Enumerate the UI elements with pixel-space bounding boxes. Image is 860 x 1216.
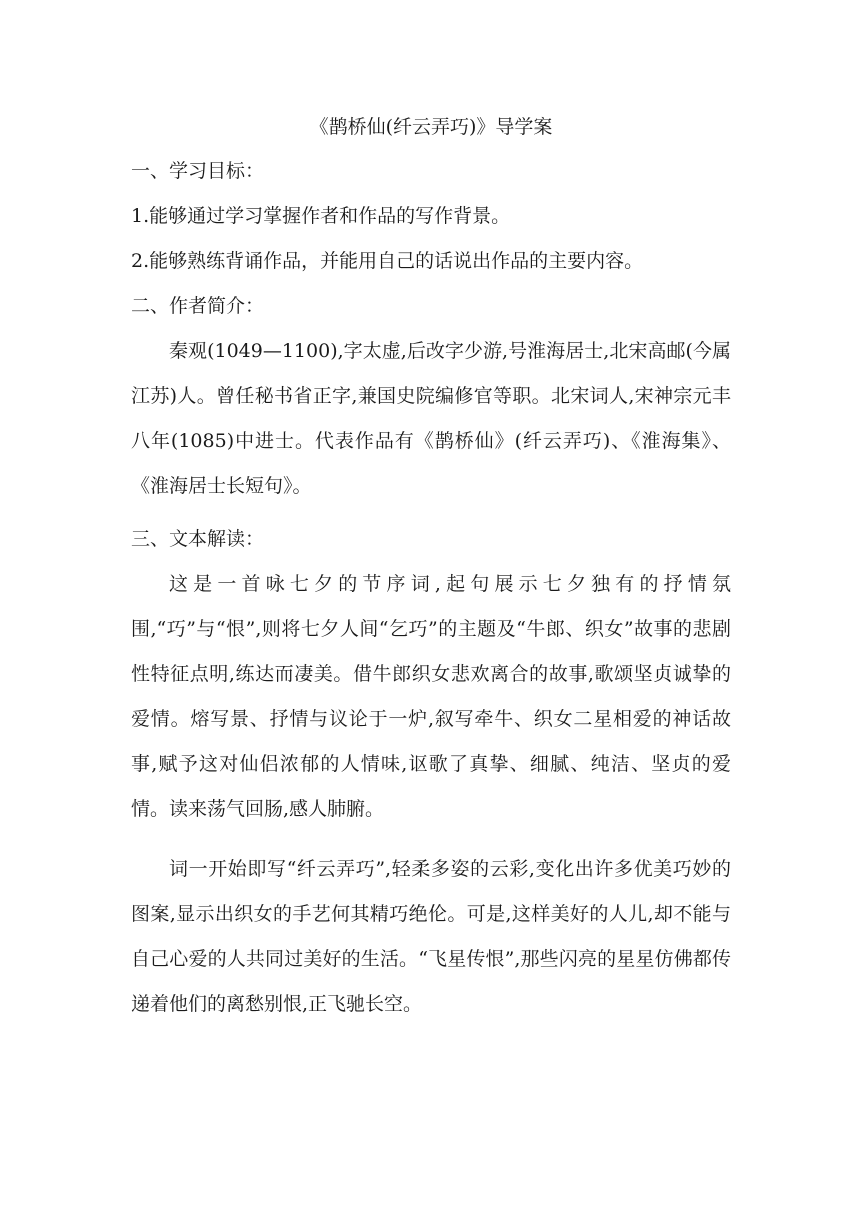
- document-title: 《鹊桥仙(纤云弄巧)》导学案: [309, 116, 553, 138]
- analysis-paragraph-1: 这是一首咏七夕的节序词,起句展示七夕独有的抒情氛围,“巧”与“恨”,则将七夕人间“乞巧”的主题及“牛郎、织女”故事的悲剧性特征点明,练达而凄美。借牛郎织女悲欢离合的故事,歌颂坚贞诚挚的爱情。熔写景、抒情与议论于一炉,叙写牵牛、织女二星相爱的神话故事,赋予这对仙侣浓郁的人情味,讴歌了真挚、细腻、纯洁、坚贞的爱情。读来荡气回肠,感人肺腑。: [131, 573, 731, 820]
- section-heading-objectives: 一、学习目标：: [131, 160, 265, 182]
- document-page: [131, 112, 731, 1042]
- analysis-paragraph-2: 词一开始即写“纤云弄巧”,轻柔多姿的云彩,变化出许多优美巧妙的图案,显示出织女的手艺何其精巧绝伦。可是,这样美好的人儿,却不能与自己心爱的人共同过美好的生活。“飞星传恨”,那些闪亮的星星仿佛都传递着他们的离愁别恨,正飞驰长空。: [131, 858, 731, 1015]
- objective-item-2: 2.能够熟练背诵作品，并能用自己的话说出作品的主要内容。: [131, 250, 644, 272]
- section-heading-author: 二、作者简介：: [131, 295, 265, 317]
- author-paragraph: 秦观(1049—1100),字太虚,后改字少游,号淮海居士,北宋高邮(今属江苏)人。曾任秘书省正字,兼国史院编修官等职。北宋词人,宋神宗元丰八年(1085)中进士。代表作品有《鹊桥仙》(纤云弄巧)、《淮海集》、《淮海居士长短句》。: [131, 340, 731, 497]
- section-heading-text-analysis: 三、文本解读：: [131, 528, 265, 550]
- objective-item-1: 1.能够通过学习掌握作者和作品的写作背景。: [131, 205, 511, 227]
